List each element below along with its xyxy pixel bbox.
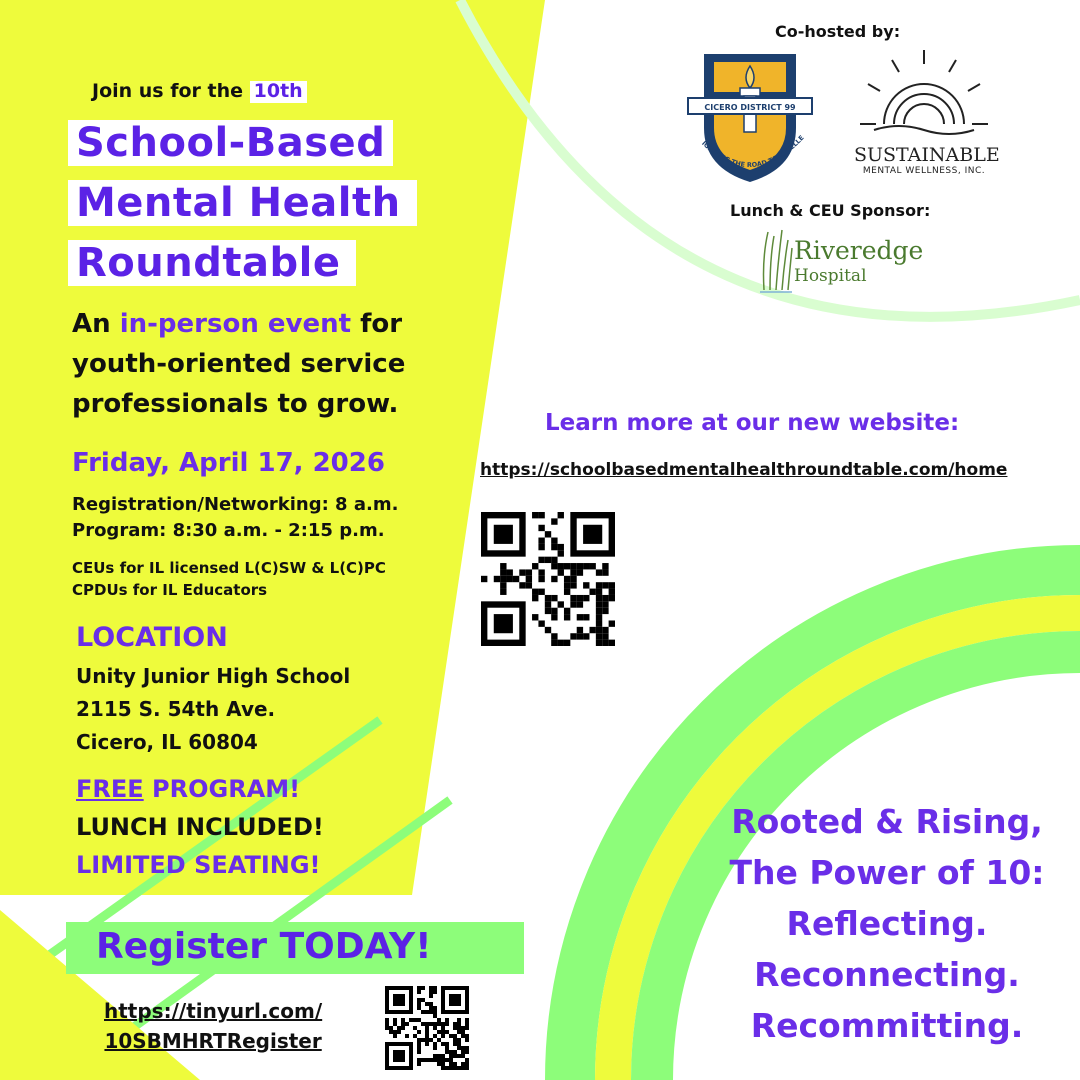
register-link[interactable]: https://tinyurl.com/ 10SBMHRTRegister xyxy=(104,999,323,1053)
title-line-3: Roundtable xyxy=(68,240,356,286)
svg-text:CICERO DISTRICT 99: CICERO DISTRICT 99 xyxy=(704,103,796,112)
grass-icon xyxy=(758,228,794,294)
event-times: Registration/Networking: 8 a.m. Program: 8:30 a.m. - 2:15 p.m. xyxy=(72,494,399,541)
title-line-2: Mental Health xyxy=(68,180,417,226)
qr-code-icon[interactable] xyxy=(481,512,615,646)
theme-statement: Rooted & Rising, The Power of 10: Reflecting. Reconnecting. Recommitting. xyxy=(729,802,1045,1045)
riveredge-logo xyxy=(758,228,938,298)
website-url[interactable]: https://schoolbasedmentalhealthroundtable.com/home xyxy=(480,460,1008,480)
cicero-district-logo xyxy=(684,48,816,188)
qr-code-icon[interactable] xyxy=(385,986,469,1070)
title-line-1: School-Based xyxy=(68,120,393,166)
sustainable-logo xyxy=(854,44,1000,176)
cohost-heading: Co-hosted by: xyxy=(775,22,901,41)
sustainable-sub: MENTAL WELLNESS, INC. xyxy=(862,166,986,176)
sponsor-heading: Lunch & CEU Sponsor: xyxy=(730,201,931,220)
event-date: Friday, April 17, 2026 xyxy=(72,448,385,478)
website-heading: Learn more at our new website: xyxy=(545,410,960,436)
svg-text:IGNITING THE ROAD TO EXCELLENC: IGNITING THE ROAD TO EXCELLE xyxy=(700,133,806,170)
riveredge-name: Riveredge xyxy=(794,236,924,265)
hospital-name: Hospital xyxy=(794,266,867,286)
location-address: Unity Junior High School 2115 S. 54th Ave. Cicero, IL 60804 xyxy=(76,664,351,754)
location-heading: LOCATION xyxy=(76,622,228,653)
intro-number: 10th xyxy=(250,81,307,103)
intro-prefix: Join us for the xyxy=(92,80,244,102)
intro-line xyxy=(92,80,307,103)
perks: FREE PROGRAM! LUNCH INCLUDED! LIMITED SEATING! xyxy=(76,775,324,879)
sunrise-icon xyxy=(854,44,994,140)
register-button[interactable]: Register TODAY! xyxy=(96,926,432,967)
tagline: An in-person event for youth-oriented service professionals to grow. xyxy=(72,309,406,419)
credit-info: CEUs for IL licensed L(C)SW & L(C)PC CPDUs for IL Educators xyxy=(72,559,386,599)
sustainable-name: SUSTAINABLE xyxy=(854,144,1000,166)
